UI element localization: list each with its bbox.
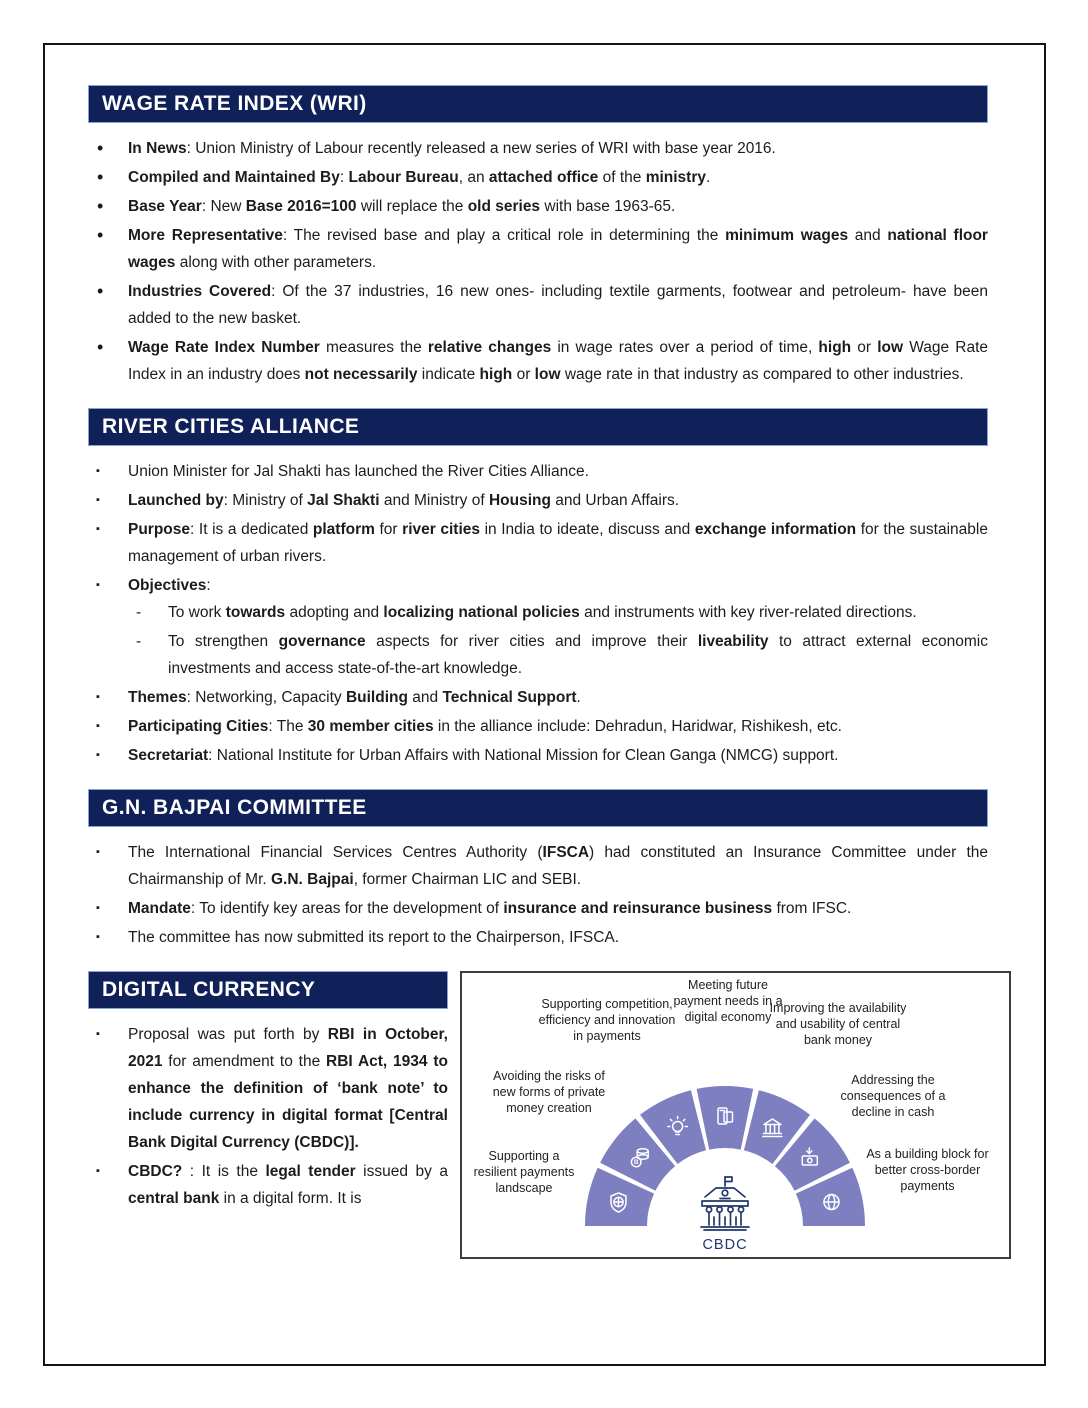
section-title: DIGITAL CURRENCY	[102, 978, 316, 1001]
list-item: ▪ Participating Cities: The 30 member cities in the alliance include: Dehradun, Haridwar, Rishikesh, etc.	[88, 713, 988, 740]
section-wage-rate-index	[88, 85, 988, 388]
bullet-list	[88, 839, 988, 951]
section-header	[88, 789, 988, 827]
list-item: ▪ Mandate: To identify key areas for the development of insurance and reinsurance business from IFSC.	[88, 895, 988, 922]
section-gn-bajpai-committee	[88, 789, 988, 951]
page-border	[43, 43, 1046, 1366]
section-header	[88, 408, 988, 446]
infographic-label-central-bank-money: Improving the availability and usability of central bank money	[769, 1001, 907, 1047]
list-item: ▪ Secretariat: National Institute for Urban Affairs with National Mission for Clean Ganga (NMCG) support.	[88, 742, 988, 769]
cbdc-arch-diagram	[580, 1081, 870, 1241]
list-item: • In News: Union Ministry of Labour recently released a new series of WRI with base year 2016.	[88, 135, 988, 162]
list-item: • Wage Rate Index Number measures the relative changes in wage rates over a period of time, high or low Wage Rate Index in an industry does not necessarily indicate high or low wage rate in that industry as compared to other industries.	[88, 334, 988, 388]
sub-list-item: - To work towards adopting and localizing national policies and instruments with key river-related directions.	[128, 599, 988, 626]
list-item: ▪ Proposal was put forth by RBI in October, 2021 for amendment to the RBI Act, 1934 to enhance the definition of ‘bank note’ to include currency in digital format [Central Bank Digital Currency (CBDC)].	[88, 1021, 448, 1156]
section-title: WAGE RATE INDEX (WRI)	[102, 92, 367, 115]
section-title: G.N. BAJPAI COMMITTEE	[102, 796, 367, 819]
arch-segment	[697, 1086, 754, 1150]
list-item: ▪ The International Financial Services Centres Authority (IFSCA) had constituted an Insurance Committee under the Chairmanship of Mr. G.N. Bajpai, former Chairman LIC and SEBI.	[88, 839, 988, 893]
list-item	[88, 572, 988, 682]
section-header	[88, 85, 988, 123]
list-item: • More Representative: The revised base and play a critical role in determining the minimum wages and national floor wages along with other parameters.	[88, 222, 988, 276]
list-item: ▪ Purpose: It is a dedicated platform for river cities in India to ideate, discuss and exchange information for the sustainable management of urban rivers.	[88, 516, 988, 570]
list-item: • Base Year: New Base 2016=100 will replace the old series with base 1963-65.	[88, 193, 988, 220]
infographic-label-future-payments: Meeting future payment needs in a digital economy	[673, 978, 783, 1024]
list-item: ▪ Themes: Networking, Capacity Building and Technical Support.	[88, 684, 988, 711]
objectives-sublist	[128, 599, 988, 682]
cbdc-infographic	[460, 971, 1011, 1259]
bank-cbdc-icon	[701, 1177, 749, 1230]
digital-currency-text-column	[88, 971, 448, 1214]
sub-list-item: - To strengthen governance aspects for river cities and improve their liveability to attract external economic investments and access state-of-the-art knowledge.	[128, 628, 988, 682]
list-item: ▪ CBDC? : It is the legal tender issued by a central bank in a digital form. It is	[88, 1158, 448, 1212]
section-header	[88, 971, 448, 1009]
infographic-label-cross-border: As a building block for better cross-border payments	[866, 1147, 989, 1193]
list-item-text: Objectives:	[128, 577, 211, 594]
list-item: ▪ Launched by: Ministry of Jal Shakti and Ministry of Housing and Urban Affairs.	[88, 487, 988, 514]
infographic-label-private-money-risks: Avoiding the risks of new forms of private money creation	[492, 1069, 606, 1115]
list-item: • Compiled and Maintained By: Labour Bureau, an attached office of the ministry.	[88, 164, 988, 191]
list-item: ▪ The committee has now submitted its report to the Chairperson, IFSCA.	[88, 924, 988, 951]
section-digital-currency	[88, 971, 988, 1259]
section-title: RIVER CITIES ALLIANCE	[102, 415, 360, 438]
bullet-list	[88, 1021, 448, 1212]
svg-text:B: B	[633, 1159, 639, 1167]
infographic-label-decline-in-cash: Addressing the consequences of a decline in cash	[840, 1073, 946, 1119]
bullet-list	[88, 135, 988, 388]
bullet-list	[88, 458, 988, 769]
infographic-label-resilient-payments: Supporting a resilient payments landscape	[473, 1149, 575, 1195]
section-river-cities-alliance	[88, 408, 988, 769]
list-item: • Industries Covered: Of the 37 industries, 16 new ones- including textile garments, footwear and petroleum- have been added to the new basket.	[88, 278, 988, 332]
list-item: ▪ Union Minister for Jal Shakti has launched the River Cities Alliance.	[88, 458, 988, 485]
cbdc-caption: CBDC	[702, 1237, 748, 1253]
infographic-label-competition: Supporting competition, efficiency and innovation in payments	[538, 997, 676, 1043]
